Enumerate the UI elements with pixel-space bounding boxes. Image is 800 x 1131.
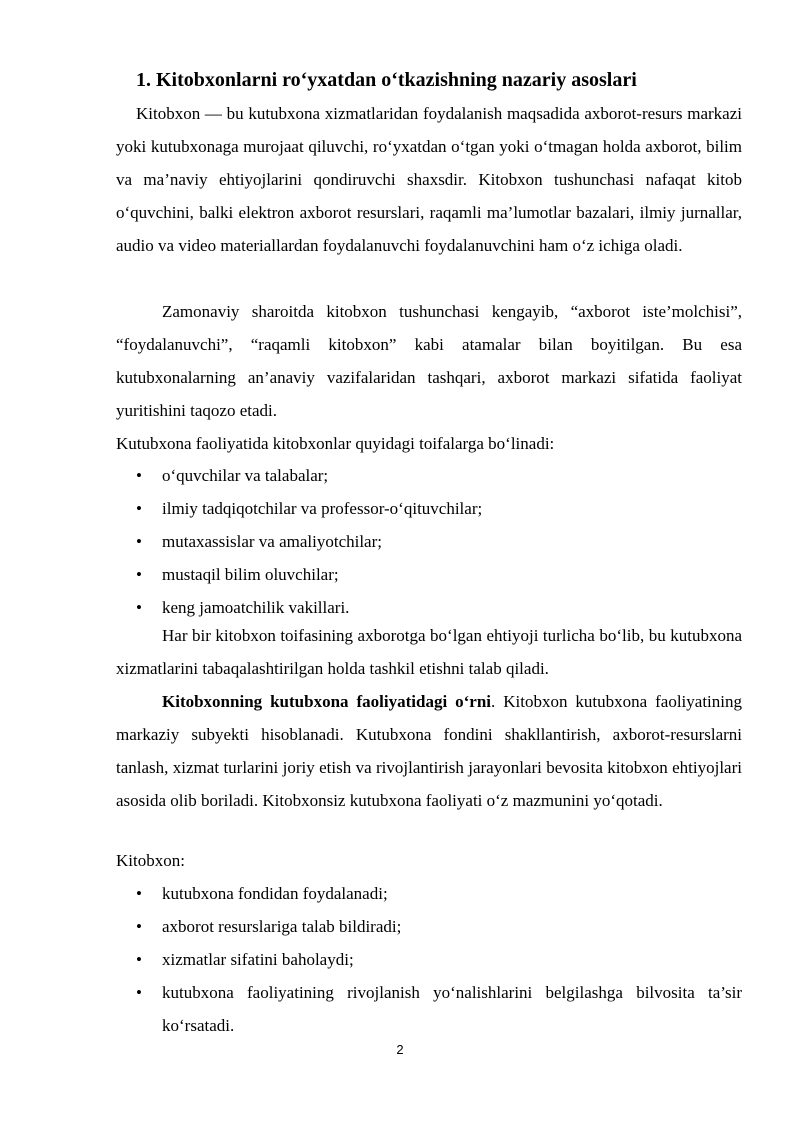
list-item: • kutubxona fondidan foydalanadi; [116,877,742,910]
paragraph-reader-role [116,685,742,817]
paragraph-differentiated-services: Har bir kitobxon toifasining axborotga bo‘lgan ehtiyoji turlicha bo‘lib, bu kutubxona xizmatlarini tabaqalashtirilgan holda tashkil etishni talab qiladi. [116,626,742,678]
list-intro-categories: Kutubxona faoliyatida kitobxonlar quyidagi toifalarga bo‘linadi: [116,434,555,453]
reader-actions-list [116,877,742,1042]
list-item: • mustaqil bilim oluvchilar; [116,558,742,591]
paragraph-reader-definition: Kitobxon — bu kutubxona xizmatlaridan foydalanish maqsadida axborot-resurs markazi yoki kutubxonaga murojaat qiluvchi, ro‘yxatdan o‘tgan yoki o‘tmagan holda axborot, bilim va ma’naviy ehtiyojlarini qondiruvchi shaxsdir. Kitobxon tushunchasi nafaqat kitob o‘quvchini, balki elektron axborot resurslari, raqamli ma’lumotlar bazalari, ilmiy jurnallar, audio va video materiallardan foydalanuvchi foydalanuvchini ham o‘z ichiga oladi. [116,104,742,255]
paragraph-body: . Kitobxon kutubxona faoliyatining markaziy subyekti hisoblanadi. Kutubxona fondini shakllantirish, axborot-resurslarni tanlash, xizmat turlarini joriy etish va rivojlantirish jarayonlari bevosita kitobxon ehtiyojlari asosida olib boriladi. Kitobxonsiz kutubxona faoliyati o‘z mazmunini yo‘qotadi. [116,692,743,810]
list-item: • o‘quvchilar va talabalar; [116,459,742,492]
paragraph-bold-lead: Kitobxonning kutubxona faoliyatidagi o‘rni [162,692,492,711]
list-intro-reader: Kitobxon: [116,851,185,870]
section-heading: 1. Kitobxonlarni ro‘yxatdan o‘tkazishning nazariy asoslari [136,69,637,91]
list-item: • kutubxona faoliyatining rivojlanish yo‘nalishlarini belgilashga bilvosita ta’sir ko‘rsatadi. [116,976,742,1042]
reader-categories-list [116,459,742,624]
list-item: • xizmatlar sifatini baholaydi; [116,943,742,976]
paragraph-modern-conditions: Zamonaviy sharoitda kitobxon tushunchasi kengayib, “axborot iste’molchisi”, “foydalanuvchi”, “raqamli kitobxon” kabi atamalar bilan boyitilgan. Bu esa kutubxonalarning an’anaviy vazifalaridan tashqari, axborot markazi sifatida faoliyat yuritishini taqozo etadi. [116,302,742,420]
list-item: • keng jamoatchilik vakillari. [116,591,742,624]
page-number: 2 [396,1042,404,1057]
list-item: • mutaxassislar va amaliyotchilar; [116,525,742,558]
list-item: • ilmiy tadqiqotchilar va professor-o‘qituvchilar; [116,492,742,525]
list-item: • axborot resurslariga talab bildiradi; [116,910,742,943]
